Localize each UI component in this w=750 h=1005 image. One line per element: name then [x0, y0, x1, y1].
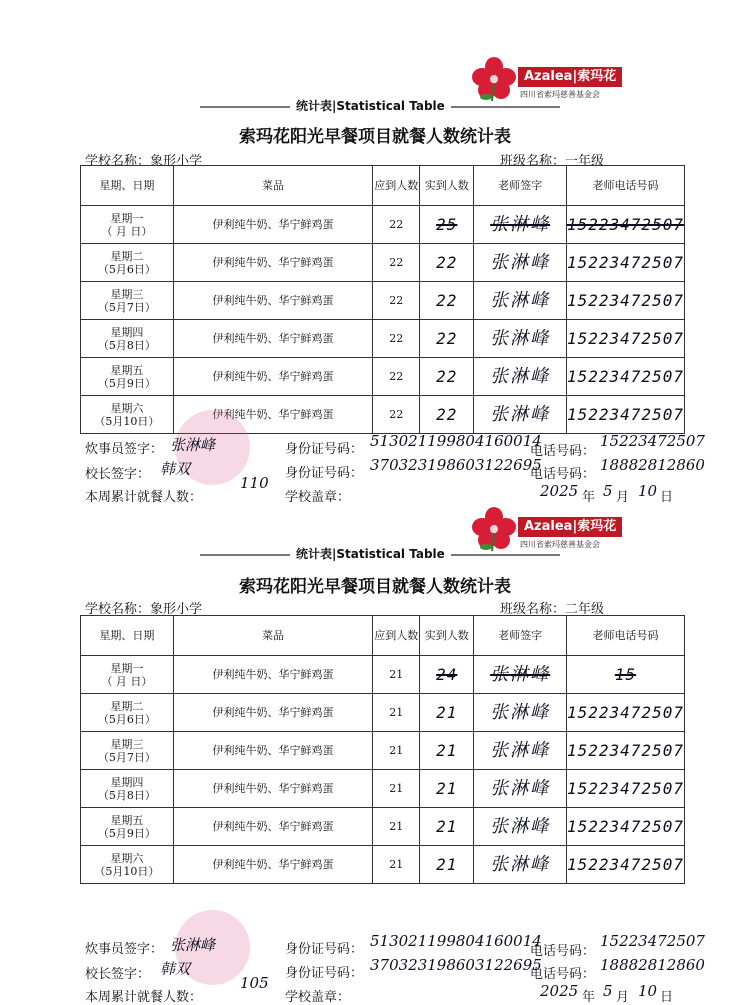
header-teacher-phone: 老师电话号码 — [566, 166, 684, 206]
day-date-cell — [81, 656, 174, 694]
date: （5月6日） — [97, 712, 156, 726]
weekday: 星期六 — [110, 401, 144, 415]
cook-phone-label: 电话号码： — [530, 444, 596, 459]
statistical-table-banner — [200, 548, 560, 560]
header-teacher-signature: 老师签字 — [474, 616, 567, 656]
expected-count: 22 — [373, 206, 420, 244]
date: （ 月 日） — [101, 674, 153, 688]
sign-day: 10 — [638, 482, 658, 500]
teacher-phone: 15223472507 — [566, 244, 684, 282]
year-char: 年 — [582, 490, 596, 505]
day-date-cell — [81, 244, 174, 282]
cook-signature: 张淋峰 — [170, 436, 216, 454]
day-date-cell — [81, 732, 174, 770]
actual-count: 24 — [420, 656, 474, 694]
teacher-signature: 张淋峰 — [474, 656, 567, 694]
menu-cell: 伊利纯牛奶、华宁鲜鸡蛋 — [173, 358, 372, 396]
actual-count: 21 — [420, 808, 474, 846]
day-char: 日 — [660, 990, 674, 1005]
table-row — [81, 320, 685, 358]
menu-cell: 伊利纯牛奶、华宁鲜鸡蛋 — [173, 244, 372, 282]
teacher-phone: 15223472507 — [566, 694, 684, 732]
principal-id-label: 身份证号码： — [285, 966, 364, 981]
principal-signature: 韩双 — [160, 460, 191, 478]
cook-phone: 15223472507 — [600, 932, 705, 950]
teacher-phone: 15 — [566, 656, 684, 694]
meal-count-table — [80, 615, 685, 884]
day-date-cell — [81, 846, 174, 884]
menu-cell: 伊利纯牛奶、华宁鲜鸡蛋 — [173, 656, 372, 694]
table-row — [81, 244, 685, 282]
actual-count: 21 — [420, 732, 474, 770]
teacher-signature: 张淋峰 — [474, 244, 567, 282]
expected-count: 22 — [373, 282, 420, 320]
azalea-flower-icon — [470, 505, 518, 553]
date: （5月9日） — [97, 376, 156, 390]
header-menu: 菜品 — [173, 166, 372, 206]
date: （5月6日） — [97, 262, 156, 276]
header-menu: 菜品 — [173, 616, 372, 656]
teacher-signature: 张淋峰 — [474, 282, 567, 320]
day-date-cell — [81, 808, 174, 846]
cook-phone: 15223472507 — [600, 432, 705, 450]
foundation-name: 四川省索玛慈善基金会 — [520, 540, 600, 549]
principal-id-number: 370323198603122695 — [370, 956, 542, 974]
meal-count-table — [80, 165, 685, 434]
expected-count: 21 — [373, 808, 420, 846]
banner-label: 统计表|Statistical Table — [290, 545, 451, 562]
statistical-table-banner — [200, 100, 560, 112]
expected-count: 21 — [373, 846, 420, 884]
principal-phone: 18882812860 — [600, 456, 705, 474]
table-row — [81, 656, 685, 694]
date: （5月7日） — [97, 300, 156, 314]
day-date-cell — [81, 396, 174, 434]
teacher-signature: 张淋峰 — [474, 358, 567, 396]
header-actual: 实到人数 — [420, 616, 474, 656]
principal-signature-label: 校长签字： — [85, 467, 151, 482]
menu-cell: 伊利纯牛奶、华宁鲜鸡蛋 — [173, 694, 372, 732]
expected-count: 21 — [373, 770, 420, 808]
sign-month: 5 — [603, 482, 613, 500]
class-name-label: 班级名称： — [500, 154, 566, 169]
principal-id-label: 身份证号码： — [285, 466, 364, 481]
table-row — [81, 396, 685, 434]
expected-count: 22 — [373, 320, 420, 358]
expected-count: 21 — [373, 694, 420, 732]
principal-signature-label: 校长签字： — [85, 967, 151, 982]
cook-phone-label: 电话号码： — [530, 944, 596, 959]
school-name-value: 象形小学 — [150, 602, 203, 617]
school-name-label: 学校名称： — [85, 602, 151, 617]
teacher-signature: 张淋峰 — [474, 320, 567, 358]
month-char: 月 — [616, 990, 630, 1005]
actual-count: 21 — [420, 770, 474, 808]
menu-cell: 伊利纯牛奶、华宁鲜鸡蛋 — [173, 770, 372, 808]
weekly-total: 105 — [240, 974, 269, 992]
principal-phone: 18882812860 — [600, 956, 705, 974]
teacher-signature: 张淋峰 — [474, 732, 567, 770]
principal-signature: 韩双 — [160, 960, 191, 978]
table-row — [81, 358, 685, 396]
cook-signature-label: 炊事员签字： — [85, 442, 164, 457]
class-name-value: 二年级 — [565, 602, 605, 617]
weekday: 星期五 — [110, 363, 144, 377]
table-header-row — [81, 616, 685, 656]
header-actual: 实到人数 — [420, 166, 474, 206]
actual-count: 25 — [420, 206, 474, 244]
weekday: 星期四 — [110, 775, 144, 789]
weekly-total-label: 本周累计就餐人数： — [85, 490, 203, 505]
foundation-name: 四川省索玛慈善基金会 — [520, 90, 600, 99]
expected-count: 21 — [373, 732, 420, 770]
header-expected: 应到人数 — [373, 166, 420, 206]
table-row — [81, 732, 685, 770]
brand-label: Azalea|索玛花 — [518, 517, 622, 537]
cook-id-number: 513021199804160014 — [370, 932, 542, 950]
actual-count: 22 — [420, 282, 474, 320]
sign-year: 2025 — [540, 982, 579, 1000]
weekday: 星期六 — [110, 851, 144, 865]
header-teacher-signature: 老师签字 — [474, 166, 567, 206]
teacher-phone: 15223472507 — [566, 846, 684, 884]
teacher-phone: 15223472507 — [566, 282, 684, 320]
teacher-signature: 张淋峰 — [474, 206, 567, 244]
month-char: 月 — [616, 490, 630, 505]
cook-id-label: 身份证号码： — [285, 942, 364, 957]
menu-cell: 伊利纯牛奶、华宁鲜鸡蛋 — [173, 396, 372, 434]
teacher-phone: 15223472507 — [566, 770, 684, 808]
weekday: 星期一 — [110, 661, 144, 675]
table-row — [81, 282, 685, 320]
principal-phone-label: 电话号码： — [530, 467, 596, 482]
teacher-phone: 15223472507 — [566, 808, 684, 846]
day-date-cell — [81, 358, 174, 396]
school-name-label: 学校名称： — [85, 154, 151, 169]
principal-phone-label: 电话号码： — [530, 967, 596, 982]
teacher-phone: 15223472507 — [566, 732, 684, 770]
expected-count: 22 — [373, 244, 420, 282]
teacher-phone: 15223472507 — [566, 206, 684, 244]
form-title: 索玛花阳光早餐项目就餐人数统计表 — [239, 577, 511, 597]
weekday: 星期二 — [110, 699, 144, 713]
day-date-cell — [81, 694, 174, 732]
menu-cell: 伊利纯牛奶、华宁鲜鸡蛋 — [173, 732, 372, 770]
actual-count: 21 — [420, 846, 474, 884]
header-expected: 应到人数 — [373, 616, 420, 656]
day-char: 日 — [660, 490, 674, 505]
cook-signature: 张淋峰 — [170, 936, 216, 954]
sign-month: 5 — [603, 982, 613, 1000]
header-teacher-phone: 老师电话号码 — [566, 616, 684, 656]
header-date: 星期、日期 — [81, 616, 174, 656]
principal-id-number: 370323198603122695 — [370, 456, 542, 474]
menu-cell: 伊利纯牛奶、华宁鲜鸡蛋 — [173, 206, 372, 244]
weekday: 星期三 — [110, 737, 144, 751]
table-row — [81, 206, 685, 244]
expected-count: 22 — [373, 358, 420, 396]
actual-count: 22 — [420, 244, 474, 282]
school-name-value: 象形小学 — [150, 154, 203, 169]
date: （5月9日） — [97, 826, 156, 840]
statistics-sheet — [0, 500, 750, 1005]
weekday: 星期一 — [110, 211, 144, 225]
day-date-cell — [81, 282, 174, 320]
school-seal-label: 学校盖章： — [285, 990, 351, 1005]
cook-id-label: 身份证号码： — [285, 442, 364, 457]
day-date-cell — [81, 320, 174, 358]
teacher-phone: 15223472507 — [566, 396, 684, 434]
table-header-row — [81, 166, 685, 206]
weekday: 星期二 — [110, 249, 144, 263]
form-title: 索玛花阳光早餐项目就餐人数统计表 — [239, 127, 511, 147]
weekly-total: 110 — [240, 474, 269, 492]
teacher-signature: 张淋峰 — [474, 694, 567, 732]
day-date-cell — [81, 206, 174, 244]
date: （5月10日） — [94, 864, 160, 878]
expected-count: 22 — [373, 396, 420, 434]
azalea-logo — [470, 55, 660, 105]
date: （5月10日） — [94, 414, 160, 428]
date: （5月8日） — [97, 338, 156, 352]
sign-year: 2025 — [540, 482, 579, 500]
azalea-flower-icon — [470, 55, 518, 103]
header-date: 星期、日期 — [81, 166, 174, 206]
brand-label: Azalea|索玛花 — [518, 67, 622, 87]
teacher-phone: 15223472507 — [566, 358, 684, 396]
school-seal-label: 学校盖章： — [285, 490, 351, 505]
teacher-signature: 张淋峰 — [474, 808, 567, 846]
year-char: 年 — [582, 990, 596, 1005]
menu-cell: 伊利纯牛奶、华宁鲜鸡蛋 — [173, 320, 372, 358]
actual-count: 22 — [420, 320, 474, 358]
day-date-cell — [81, 770, 174, 808]
actual-count: 21 — [420, 694, 474, 732]
teacher-phone: 15223472507 — [566, 320, 684, 358]
date: （ 月 日） — [101, 224, 153, 238]
weekday: 星期三 — [110, 287, 144, 301]
cook-id-number: 513021199804160014 — [370, 432, 542, 450]
sign-day: 10 — [638, 982, 658, 1000]
teacher-signature: 张淋峰 — [474, 770, 567, 808]
date: （5月8日） — [97, 788, 156, 802]
weekly-total-label: 本周累计就餐人数： — [85, 990, 203, 1005]
weekday: 星期五 — [110, 813, 144, 827]
actual-count: 22 — [420, 396, 474, 434]
table-row — [81, 846, 685, 884]
banner-label: 统计表|Statistical Table — [290, 97, 451, 114]
table-row — [81, 770, 685, 808]
teacher-signature: 张淋峰 — [474, 396, 567, 434]
menu-cell: 伊利纯牛奶、华宁鲜鸡蛋 — [173, 282, 372, 320]
table-row — [81, 694, 685, 732]
class-name-value: 一年级 — [565, 154, 605, 169]
actual-count: 22 — [420, 358, 474, 396]
date: （5月7日） — [97, 750, 156, 764]
expected-count: 21 — [373, 656, 420, 694]
weekday: 星期四 — [110, 325, 144, 339]
class-name-label: 班级名称： — [500, 602, 566, 617]
teacher-signature: 张淋峰 — [474, 846, 567, 884]
table-row — [81, 808, 685, 846]
cook-signature-label: 炊事员签字： — [85, 942, 164, 957]
menu-cell: 伊利纯牛奶、华宁鲜鸡蛋 — [173, 808, 372, 846]
menu-cell: 伊利纯牛奶、华宁鲜鸡蛋 — [173, 846, 372, 884]
